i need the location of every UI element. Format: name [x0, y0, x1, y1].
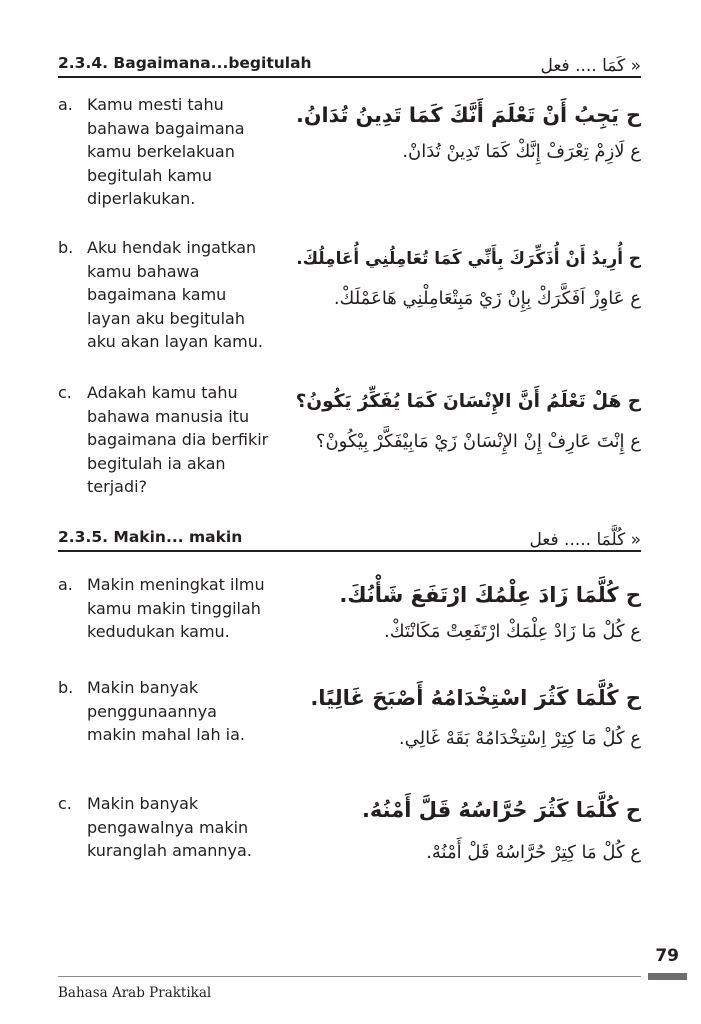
text-line: Adakah kamu tahu — [87, 383, 238, 402]
arabic-amiyah: ع كُلْ مَا كِتِرْ اِسْتِخْدَامُهْ بَقَهْ غَالِي. — [398, 728, 641, 749]
example-item — [58, 236, 641, 356]
text-line: begitulah ia akan — [87, 453, 226, 473]
text-line: Makin banyak — [87, 794, 199, 813]
text-line: diperlakukan. — [87, 189, 196, 208]
section-title: 2.3.4. Bagaimana...begitulah — [58, 54, 312, 72]
text-line: kamu bahawa — [87, 261, 200, 281]
page-number: 79 — [655, 946, 679, 966]
arabic-fusha: ح كُلَّمَا زَادَ عِلْمُكَ ارْتَفَعَ شَأْنُكَ. — [339, 583, 641, 607]
text-line: begitulah kamu — [87, 165, 213, 185]
example-item — [58, 381, 641, 501]
text-line: bagaimana dia berfikir — [87, 430, 269, 449]
text-line: Makin meningkat ilmu — [87, 575, 265, 594]
arabic-amiyah: ع لَازِمْ تِعْرَفْ إِنَّكْ كَمَا تَدِينْ تُدَانْ. — [402, 141, 641, 162]
text-line: Aku hendak ingatkan — [87, 238, 257, 257]
arabic-amiyah: ع كُلْ مَا كِتِرْ حُرَّاسُهْ قَلْ أَمْنُهْ. — [426, 842, 641, 863]
text-line: layan aku begitulah — [87, 308, 245, 328]
text-line: kuranglah amannya. — [87, 841, 252, 860]
section-title: 2.3.5. Makin... makin — [58, 528, 243, 546]
item-letter: c. — [58, 794, 72, 813]
text-line: bahawa bagaimana — [87, 118, 245, 138]
item-letter: c. — [58, 383, 72, 402]
text-line: kedudukan kamu. — [87, 622, 230, 641]
malay-translation — [87, 792, 252, 863]
footer-book-title: Bahasa Arab Praktikal — [58, 985, 212, 1001]
arabic-fusha: ح كُلَّمَا كَثُرَ اسْتِخْدَامُهُ أَصْبَحَ غَالِيًا. — [310, 686, 641, 710]
malay-translation — [87, 236, 263, 354]
malay-translation — [87, 381, 268, 499]
item-letter: a. — [58, 95, 73, 114]
page-number-bar — [648, 973, 687, 980]
text-line: bahawa manusia itu — [87, 406, 250, 426]
malay-translation — [87, 573, 265, 644]
item-letter: b. — [58, 238, 74, 257]
text-line: makin mahal lah ia. — [87, 725, 246, 744]
text-line: Kamu mesti tahu — [87, 95, 224, 114]
text-line: aku akan layan kamu. — [87, 332, 263, 351]
text-line: kamu berkelakuan — [87, 142, 235, 161]
section-arabic-pattern: « كُلَّمَا ..... فعل — [529, 530, 641, 550]
footer-divider — [58, 976, 641, 977]
arabic-fusha: ح كُلَّمَا كَثُرَ حُرَّاسُهُ قَلَّ أَمْنُهُ. — [361, 798, 641, 822]
item-letter: b. — [58, 678, 74, 697]
text-line: Makin banyak — [87, 678, 199, 697]
example-item — [58, 676, 641, 766]
text-line: kamu makin tinggilah — [87, 598, 261, 618]
example-item — [58, 93, 641, 213]
arabic-fusha: ح يَجِبُ أَنْ تَعْلَمَ أَنَّكَ كَمَا تَدِينُ تُدَانُ. — [296, 103, 641, 127]
text-line: terjadi? — [87, 477, 148, 496]
arabic-fusha: ح أُرِيدُ أَنْ أُذَكِّرَكَ بِأَنِّي كَمَا تُعَامِلُنِي أُعَامِلُكَ. — [296, 248, 641, 268]
arabic-fusha: ح هَلْ تَعْلَمُ أَنَّ الإِنْسَانَ كَمَا يُفَكِّرُ يَكُونُ؟ — [295, 391, 641, 412]
item-letter: a. — [58, 575, 73, 594]
example-item — [58, 573, 641, 663]
text-line: bagaimana kamu — [87, 285, 227, 304]
arabic-amiyah: ع إِنْتَ عَارِفْ إِنْ الإِنْسَانْ زَيْ مَابِيْفَكَّرْ بِيْكُونْ؟ — [315, 431, 641, 452]
malay-translation — [87, 676, 245, 747]
text-line: pengawalnya makin — [87, 817, 249, 837]
arabic-amiyah: ع كُلْ مَا زَادْ عِلْمَكْ ارْتَفَعِتْ مَكَانْتَكْ. — [384, 621, 641, 642]
section-arabic-pattern: « كَمَا .... فعل — [540, 56, 641, 76]
text-line: penggunaannya — [87, 701, 217, 721]
section-header-2-3-4 — [58, 42, 641, 78]
malay-translation — [87, 93, 245, 211]
arabic-amiyah: ع عَاوِزْ اَفَكَّرَكْ بِإِنْ زَيْ مَبِتْعَامِلْنِي هَاعَمْلَكْ. — [333, 288, 641, 309]
example-item — [58, 792, 641, 882]
section-header-2-3-5 — [58, 516, 641, 552]
